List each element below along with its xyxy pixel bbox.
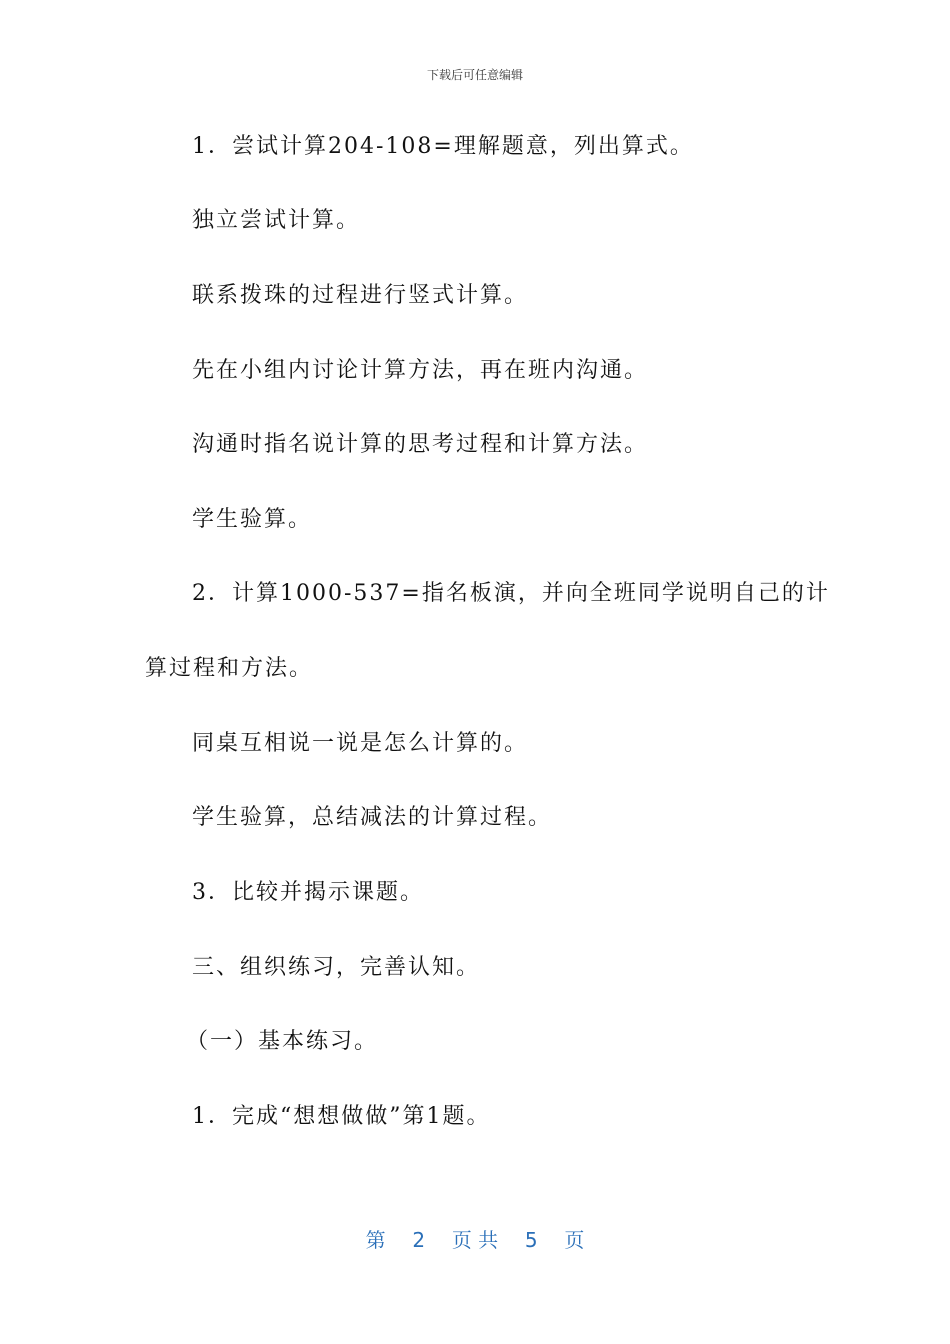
footer-page-label: 第: [365, 1228, 386, 1252]
body-line: 沟通时指名说计算的思考过程和计算方法。: [192, 432, 649, 457]
body-line: 2．计算1000-537=指名板演，并向全班同学说明自己的计: [192, 581, 830, 606]
body-line: 学生验算。: [192, 507, 313, 532]
footer-current-page: 2: [412, 1228, 426, 1252]
footer-end-label: 页: [564, 1228, 585, 1252]
body-line: 1．完成“想想做做”第1题。: [192, 1104, 491, 1129]
body-line: 算过程和方法。: [145, 656, 314, 681]
body-line: 学生验算，总结减法的计算过程。: [192, 805, 553, 830]
body-line: 联系拨珠的过程进行竖式计算。: [192, 283, 529, 308]
body-line: 先在小组内讨论计算方法，再在班内沟通。: [192, 358, 649, 383]
body-line: （一）基本练习。: [186, 1029, 379, 1054]
footer-total-label: 页 共: [451, 1228, 499, 1252]
body-line: 独立尝试计算。: [192, 208, 361, 233]
body-line: 同桌互相说一说是怎么计算的。: [192, 731, 529, 756]
page-header: 下载后可任意编辑: [426, 68, 523, 82]
body-line: 1．尝试计算204-108=理解题意，列出算式。: [192, 134, 694, 159]
body-line: 三、组织练习，完善认知。: [192, 955, 481, 980]
body-line: 3．比较并揭示课题。: [192, 880, 424, 905]
footer-total-pages: 5: [524, 1228, 538, 1252]
page-footer: [0, 1224, 950, 1253]
